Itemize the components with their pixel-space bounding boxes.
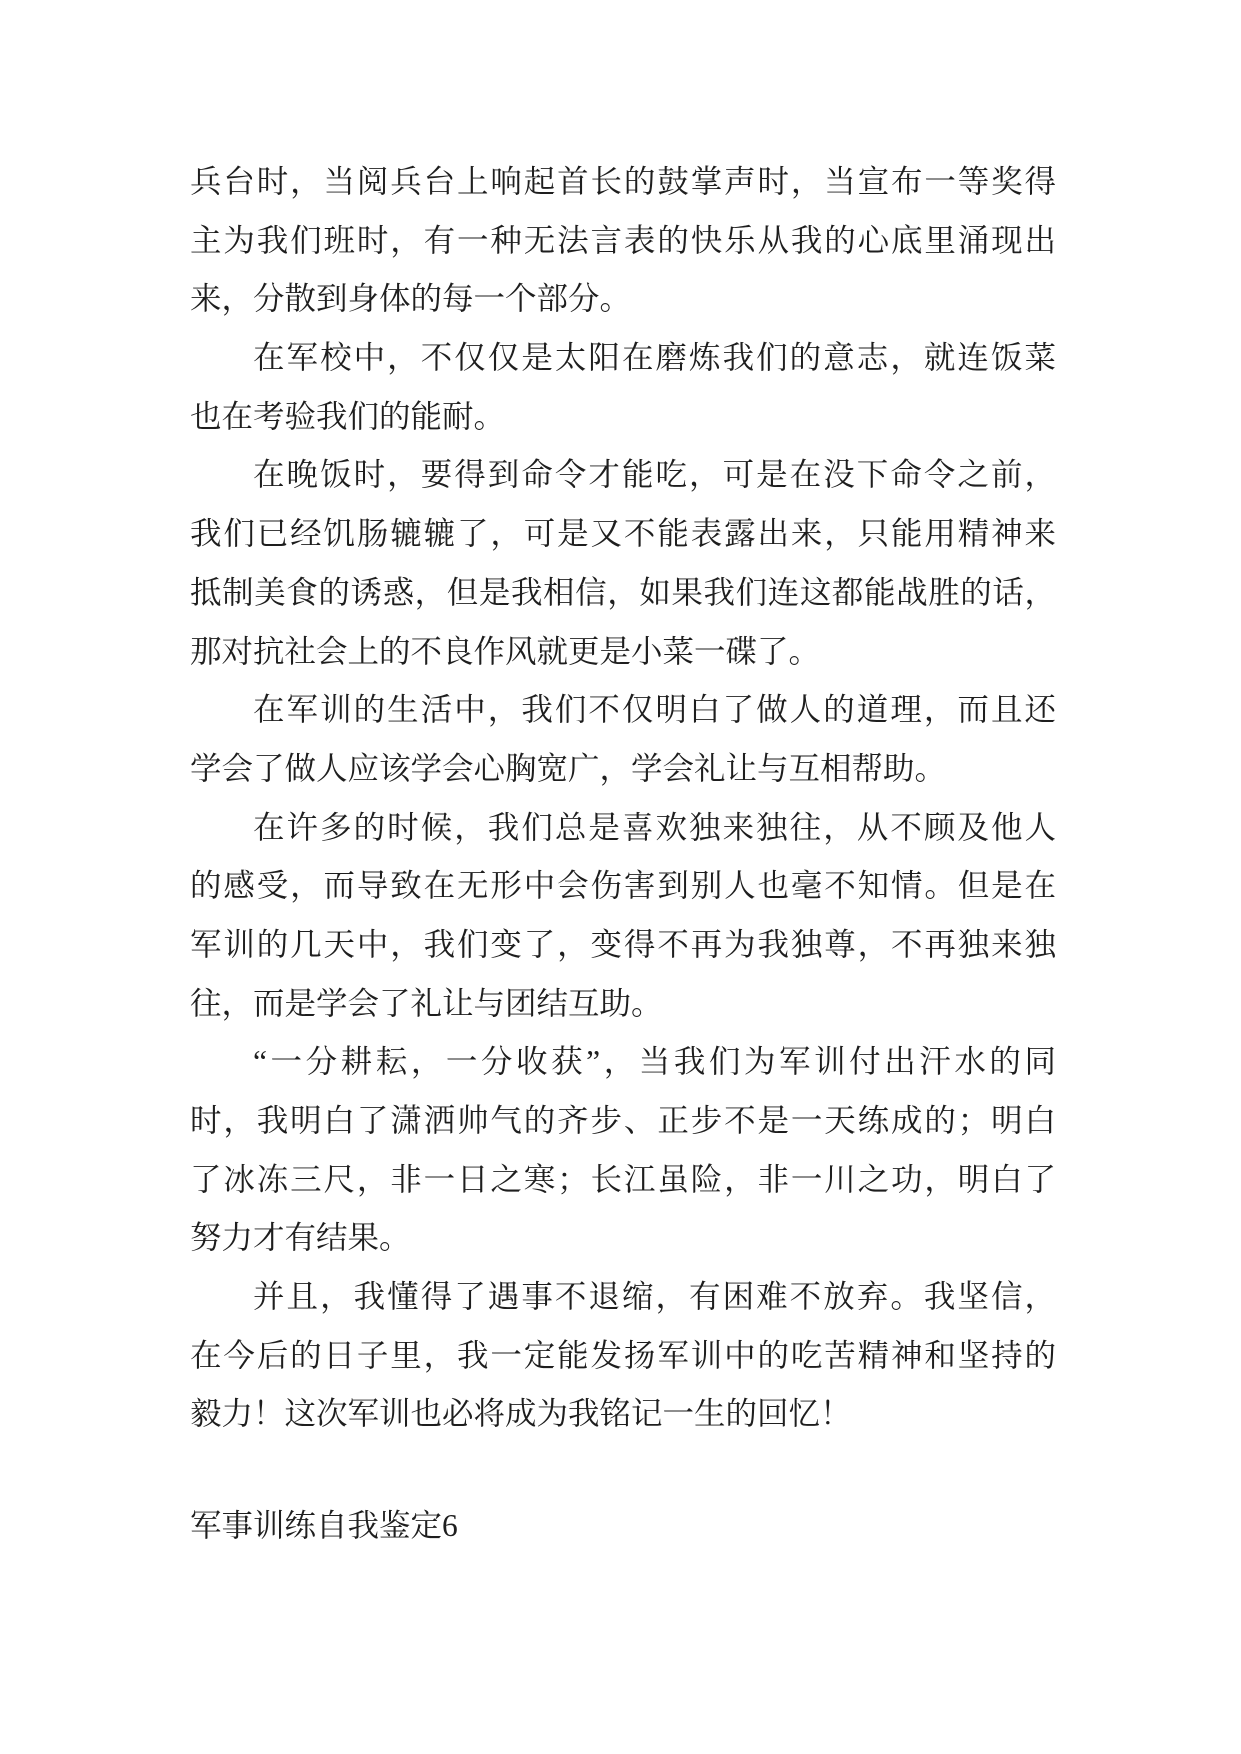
text-line: 了冰冻三尺，非一日之寒；长江虽险，非一川之功，明白了: [190, 1161, 1056, 1197]
text-line: 在军校中，不仅仅是太阳在磨炼我们的意志，就连饭菜: [253, 340, 1056, 376]
text-line: 我们已经饥肠辘辘了，可是又不能表露出来，只能用精神来: [190, 516, 1056, 552]
text-line: 并且，我懂得了遇事不退缩，有困难不放弃。我坚信，: [253, 1279, 1056, 1315]
text-line: 毅力！这次军训也必将成为我铭记一生的回忆！: [190, 1396, 852, 1432]
paragraph: [190, 329, 1056, 446]
paragraph: [190, 681, 1056, 798]
text-line: 兵台时，当阅兵台上响起首长的鼓掌声时，当宣布一等奖得: [190, 164, 1056, 199]
text-line: 军训的几天中，我们变了，变得不再为我独尊，不再独来独: [190, 926, 1056, 962]
text-line: 在军训的生活中，我们不仅明白了做人的道理，而且还: [253, 692, 1056, 728]
paragraph: [190, 153, 1056, 329]
paragraph: [190, 799, 1056, 1034]
text-line: 的感受，而导致在无形中会伤害到别人也毫不知情。但是在: [190, 868, 1056, 904]
text-line: 主为我们班时，有一种无法言表的快乐从我的心底里涌现出: [190, 222, 1056, 258]
text-line: 在晚饭时，要得到命令才能吃，可是在没下命令之前，: [253, 457, 1056, 493]
paragraph: [190, 446, 1056, 681]
text-line: 在许多的时候，我们总是喜欢独来独往，从不顾及他人: [253, 809, 1056, 845]
text-line: 时，我明白了潇洒帅气的齐步、正步不是一天练成的；明白: [190, 1103, 1056, 1138]
text-line: 在今后的日子里，我一定能发扬军训中的吃苦精神和坚持的: [190, 1337, 1056, 1373]
text-line: 学会了做人应该学会心胸宽广，学会礼让与互相帮助。: [190, 750, 947, 786]
text-line: 抵制美食的诱惑，但是我相信，如果我们连这都能战胜的话，: [190, 574, 1056, 610]
paragraph: [190, 1268, 1056, 1444]
paragraph: [190, 1033, 1056, 1268]
text-line: “一分耕耘，一分收获”，当我们为军训付出汗水的同: [253, 1044, 1056, 1080]
document-body: [190, 153, 1056, 1556]
text-line: 那对抗社会上的不良作风就更是小菜一碟了。: [190, 633, 821, 669]
text-line: 努力才有结果。: [190, 1220, 411, 1256]
text-line: 往，而是学会了礼让与团结互助。: [190, 985, 663, 1021]
section-heading: 军事训练自我鉴定6: [190, 1508, 458, 1544]
text-line: 也在考验我们的能耐。: [190, 398, 506, 434]
text-line: 来，分散到身体的每一个部分。: [190, 281, 632, 317]
